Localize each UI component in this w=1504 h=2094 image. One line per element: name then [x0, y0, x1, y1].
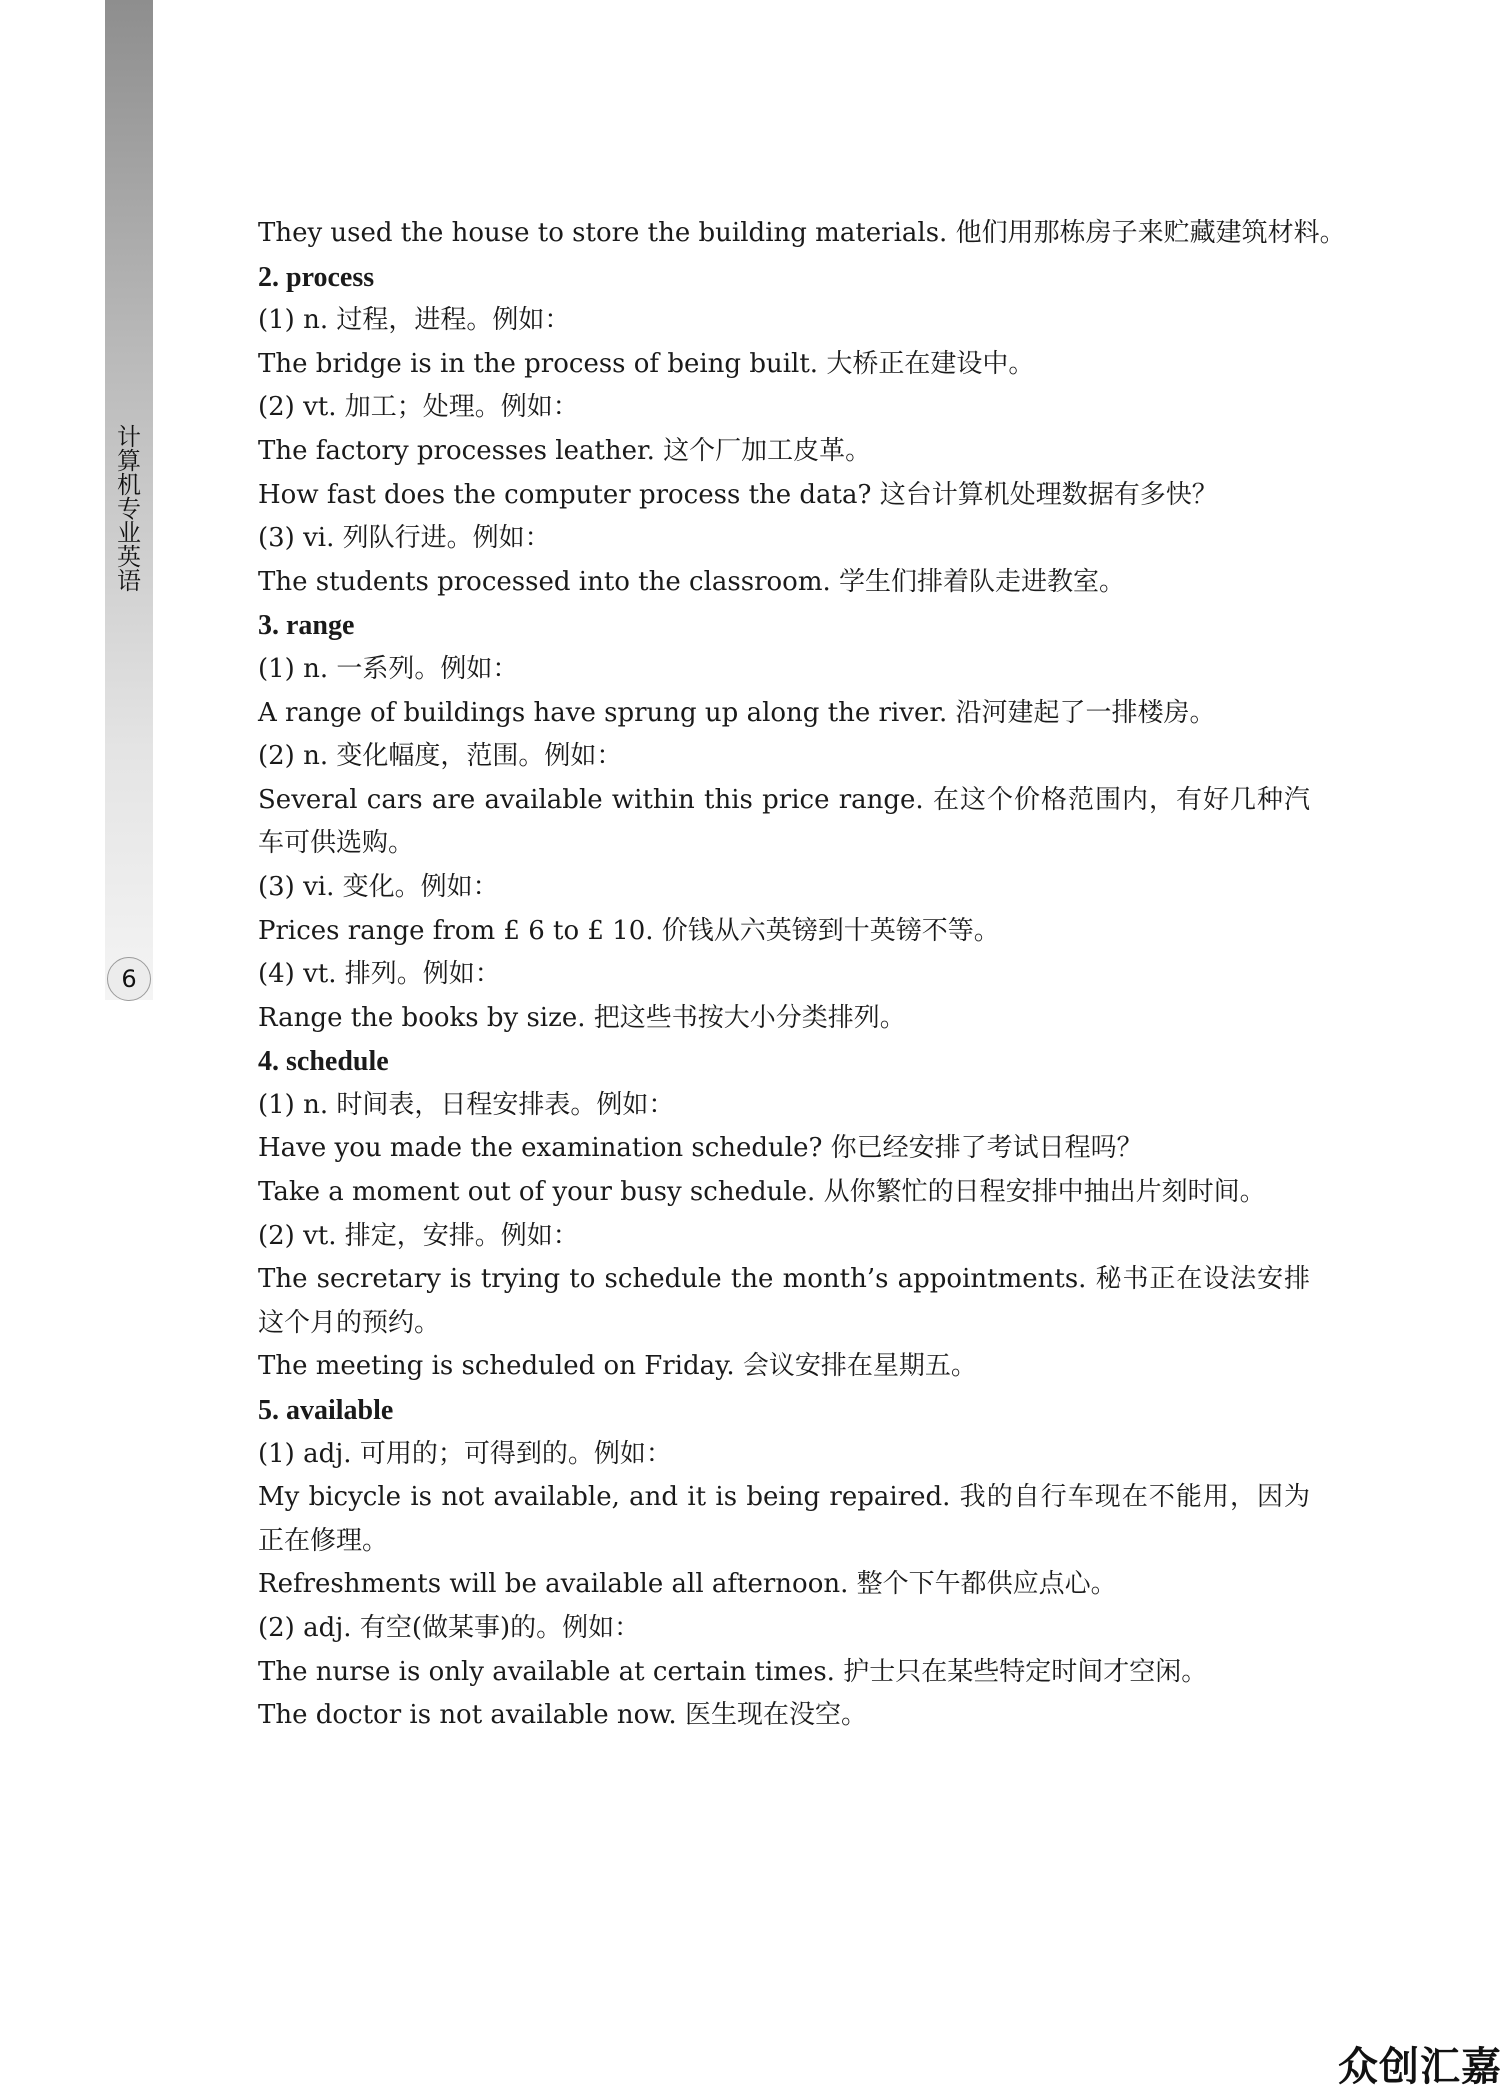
- text-line: How fast does the computer process the data? 这台计算机处理数据有多快？: [258, 479, 1218, 510]
- text-line: The factory processes leather. 这个厂加工皮革。: [258, 435, 872, 466]
- text-line: Prices range from £ 6 to £ 10. 价钱从六英镑到十英镑不等。: [258, 915, 1000, 946]
- text-line: A range of buildings have sprung up along the river. 沿河建起了一排楼房。: [258, 697, 1216, 728]
- page-content: [200, 212, 1346, 1738]
- text-line: The students processed into the classroom. 学生们排着队走进教室。: [258, 566, 1126, 597]
- text-line: Take a moment out of your busy schedule. 从你繁忙的日程安排中抽出片刻时间。: [258, 1177, 1266, 1208]
- text-line: They used the house to store the building materials. 他们用那栋房子来贮藏建筑材料。: [258, 218, 1346, 248]
- text-line: The nurse is only available at certain times. 护士只在某些特定时间才空闲。: [258, 1656, 1208, 1687]
- text-line: (2) vt. 加工；处理。例如：: [258, 392, 579, 423]
- text-line: Have you made the examination schedule? 你已经安排了考试日程吗？: [258, 1133, 1143, 1164]
- example-sentence: The secretary is trying to schedule the month’s appointments. 秘书正在设法安排这个月的预约。: [258, 1264, 1310, 1338]
- text-line: (1) adj. 可用的；可得到的。例如：: [258, 1438, 672, 1469]
- text-line: (4) vt. 排列。例如：: [258, 959, 501, 990]
- book-title-vertical: 计 算 机 专 业 英 语: [117, 423, 141, 595]
- section-heading: 5. available: [258, 1395, 394, 1427]
- text-line: The doctor is not available now. 医生现在没空。: [258, 1700, 867, 1731]
- section-heading: 3. range: [258, 610, 355, 642]
- text-line: (3) vi. 变化。例如：: [258, 871, 499, 902]
- text-line: (2) vt. 排定，安排。例如：: [258, 1220, 579, 1251]
- example-sentence: Several cars are available within this price range. 在这个价格范围内，有好几种汽车可供选购。: [258, 784, 1310, 859]
- text-line: (3) vi. 列队行进。例如：: [258, 523, 551, 554]
- section-heading: 2. process: [258, 261, 375, 293]
- example-sentence: My bicycle is not available, and it is being repaired. 我的自行车现在不能用，因为正在修理。: [258, 1482, 1310, 1556]
- text-line: (1) n. 过程，进程。例如：: [258, 305, 571, 336]
- section-heading: 4. schedule: [258, 1046, 389, 1078]
- text-line: (2) adj. 有空(做某事)的。例如：: [258, 1613, 641, 1643]
- text-line: The bridge is in the process of being built. 大桥正在建设中。: [258, 348, 1035, 379]
- page-number-badge: 6: [107, 957, 151, 1001]
- watermark-logo: 众创汇嘉: [1338, 2044, 1502, 2090]
- text-line: Refreshments will be available all afternoon. 整个下午都供应点心。: [258, 1569, 1117, 1600]
- text-line: The meeting is scheduled on Friday. 会议安排在星期五。: [258, 1351, 977, 1382]
- text-line: (1) n. 一系列。例如：: [258, 653, 519, 684]
- text-line: (2) n. 变化幅度，范围。例如：: [258, 741, 623, 772]
- text-line: (1) n. 时间表，日程安排表。例如：: [258, 1089, 675, 1120]
- text-line: Range the books by size. 把这些书按大小分类排列。: [258, 1002, 906, 1033]
